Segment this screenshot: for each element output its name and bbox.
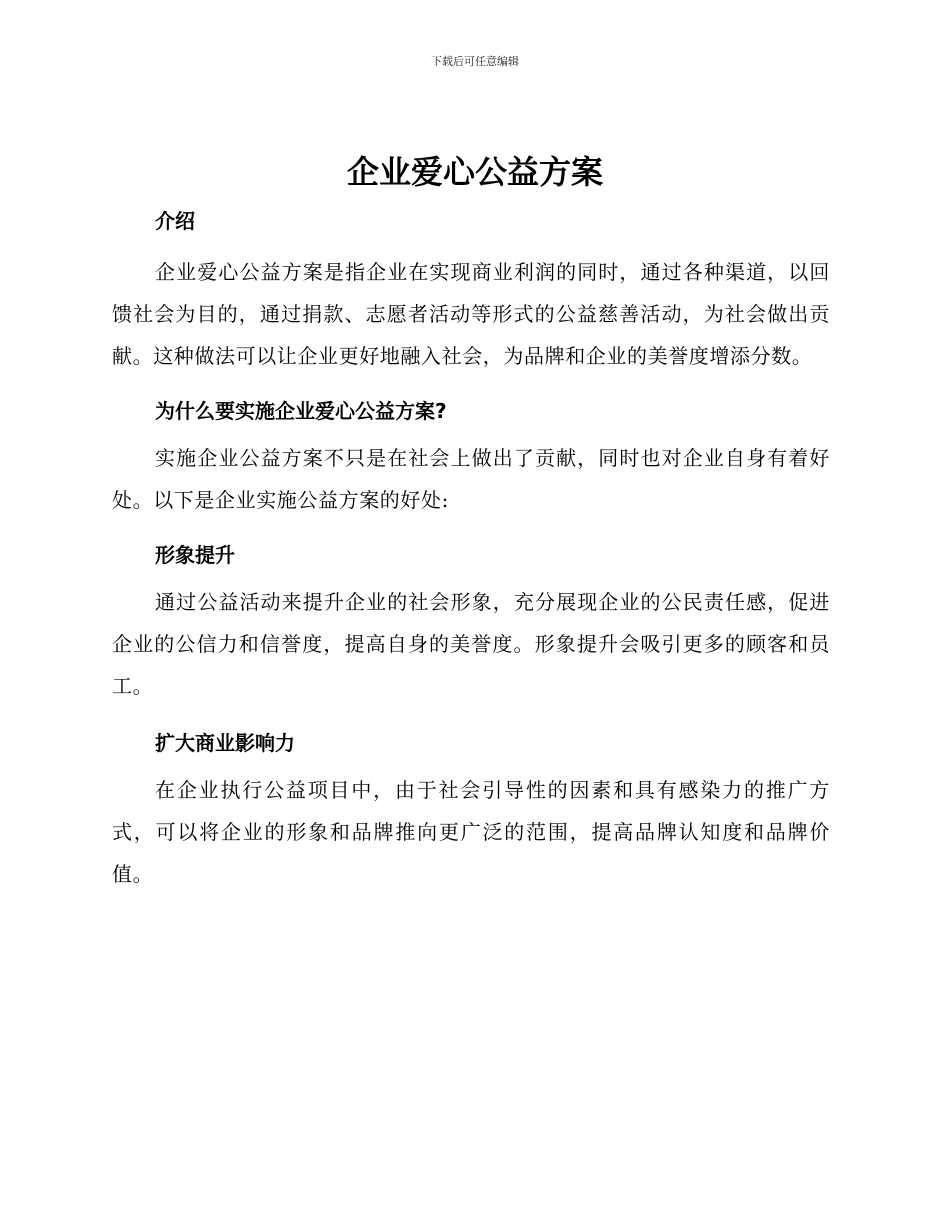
section-heading-why: 为什么要实施企业爱心公益方案? <box>155 399 447 423</box>
section-heading-intro: 介绍 <box>155 209 195 233</box>
header-note: 下载后可任意编辑 <box>431 55 519 68</box>
document-title: 企业爱心公益方案 <box>346 153 603 191</box>
section-paragraph-image-improvement: 通过公益活动来提升企业的社会形象，充分展现企业的公民责任感，促进企业的公信力和信誉度，提高自身的美誉度。形象提升会吸引更多的顾客和员工。 <box>112 590 830 698</box>
section-heading-image-improvement: 形象提升 <box>155 543 235 567</box>
document-body <box>112 201 830 895</box>
section-heading-business-influence: 扩大商业影响力 <box>155 731 295 755</box>
section-paragraph-business-influence: 在企业执行公益项目中，由于社会引导性的因素和具有感染力的推广方式，可以将企业的形象和品牌推向更广泛的范围，提高品牌认知度和品牌价值。 <box>112 778 830 886</box>
section-paragraph-intro: 企业爱心公益方案是指企业在实现商业利润的同时，通过各种渠道，以回馈社会为目的，通过捐款、志愿者活动等形式的公益慈善活动，为社会做出贡献。这种做法可以让企业更好地融入社会，为品牌和企业的美誉度增添分数。 <box>112 260 830 368</box>
section-paragraph-why: 实施企业公益方案不只是在社会上做出了贡献，同时也对企业自身有着好处。以下是企业实施公益方案的好处: <box>112 446 830 512</box>
